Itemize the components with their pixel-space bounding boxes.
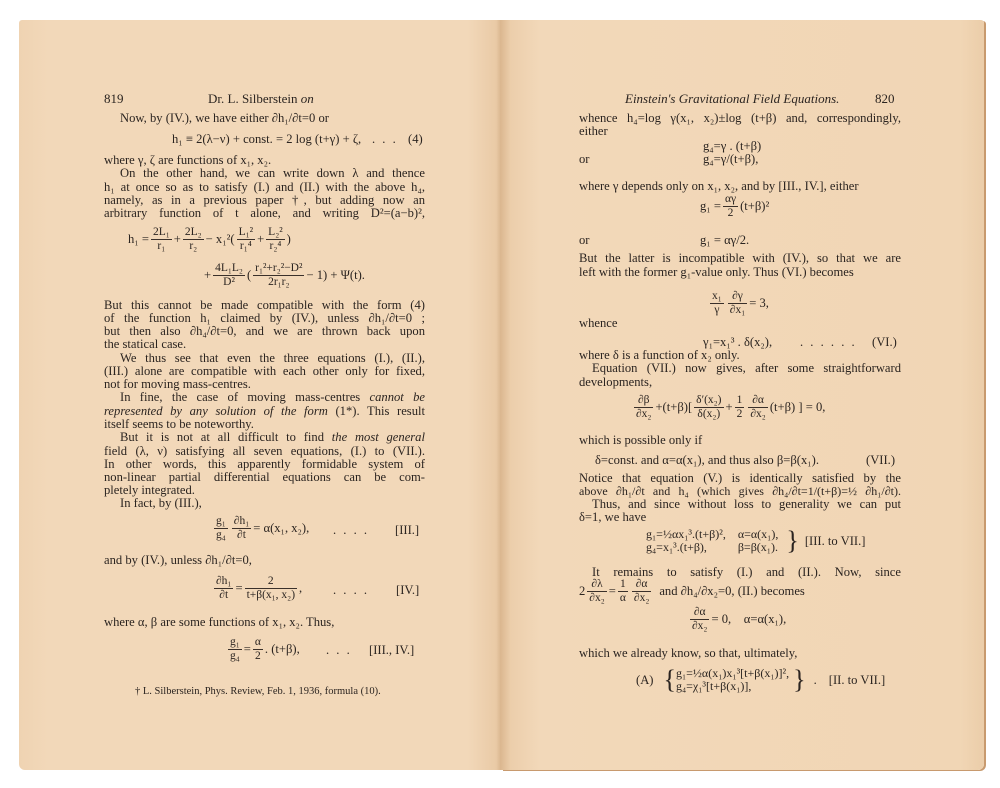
equation-III <box>212 515 309 542</box>
running-head-author: Dr. L. Silberstein <box>208 91 298 106</box>
eq-text: = <box>235 581 243 595</box>
denominator: 2 <box>255 650 261 662</box>
text-line: In fact, by (III.), <box>120 496 202 510</box>
fraction <box>237 226 255 253</box>
numerator: 1 <box>618 578 628 592</box>
denominator: ∂x₂ <box>589 592 605 604</box>
eq-text: ) <box>286 232 291 246</box>
system-rows <box>676 667 789 693</box>
denominator: 2 <box>727 207 734 219</box>
fraction <box>587 578 606 605</box>
equation-alpha <box>688 606 786 633</box>
equation-lambda <box>579 578 805 605</box>
text-line: but then also ∂h₄/∂t=0, and we are thrown back upon <box>104 324 425 338</box>
denominator: r₂⁴ <box>269 240 282 252</box>
leader-dots: . . . . <box>333 523 370 537</box>
numerator: δ′(x₂) <box>696 394 722 406</box>
equation-g4-b: g₄=γ/(t+β), <box>703 152 759 166</box>
equation-tag: [II. to VII.] <box>828 672 886 687</box>
text-line: δ=1, we have <box>579 510 647 524</box>
equation-tag: [III.] <box>395 523 420 537</box>
numerator: ∂β <box>634 394 653 408</box>
denominator: 2 <box>736 408 743 420</box>
fraction <box>151 226 172 253</box>
eq-text: g₁ = <box>700 199 721 213</box>
eq-text: h₁ = <box>128 232 149 246</box>
text-line: where α, β are some functions of x₁, x₂. Thus, <box>104 615 335 629</box>
equation-VII: δ=const. and α=α(x₁), and thus also β=β(x₁). <box>595 453 819 467</box>
footnote: † L. Silberstein, Phys. Review, Feb. 1, 1936, formula (10). <box>135 686 381 697</box>
right-brace-icon: } <box>786 526 799 555</box>
running-head-right: Einstein's Gravitational Field Equations. <box>625 91 840 106</box>
denominator: ∂x₁ <box>729 304 746 316</box>
fraction <box>710 290 724 317</box>
fraction <box>618 578 628 605</box>
text-line <box>120 430 425 444</box>
numerator: ∂α <box>748 394 767 408</box>
equation-tag: (VI.) <box>872 335 897 349</box>
leader-dots: . . . <box>326 643 352 657</box>
equation-system-III-VII <box>646 528 865 554</box>
denominator: 2r₁r₂ <box>268 276 290 288</box>
eq-text: g₁=½α(x₁)x₁³[t+β(x₁)]², <box>675 666 790 680</box>
fraction <box>266 226 284 253</box>
text-line: But the latter is incompatible with (IV.), so that we are <box>579 251 901 265</box>
numerator: g₁ <box>216 515 226 527</box>
text-line: whence <box>579 316 618 330</box>
eq-text: − x₁²( <box>205 232 235 246</box>
text-line: We thus see that even the three equations (I.), (II.), <box>120 351 425 365</box>
equation-tag: [III. to VII.] <box>804 533 866 548</box>
denominator: ∂t <box>219 589 229 601</box>
emphasis: represented by any solution of the form <box>104 404 328 418</box>
equation-tag: (4) <box>408 132 423 146</box>
numerator: ∂γ <box>728 290 747 304</box>
leader-dots: . . . <box>372 132 398 146</box>
numerator: α <box>254 636 261 648</box>
eq-text: ( <box>246 268 252 282</box>
text: In fine, the case of moving mass-centres <box>120 390 361 404</box>
emphasis: the most general <box>331 430 425 444</box>
text-line: where γ, ζ are functions of x₁, x₂. <box>104 153 272 167</box>
numerator: x₁ <box>712 290 722 302</box>
system-right-column <box>738 528 779 554</box>
text-line: the statical case. <box>104 337 187 351</box>
denominator: r₁⁴ <box>239 240 252 252</box>
numerator: 2 <box>245 575 297 589</box>
text-line: left with the former g₁-value only. Thus (VI.) becomes <box>579 265 854 279</box>
text-line: arbitrary function of t alone, and writing D²=(a−b)², <box>104 206 425 220</box>
numerator: 2L₂ <box>184 226 202 238</box>
eq-text: + <box>725 400 733 414</box>
text-line: Now, by (IV.), we have either ∂h₁/∂t=0 or <box>120 111 329 125</box>
denominator: γ <box>714 304 720 316</box>
text-line: h₁ at once so as to satisfy (I.) and (II.) with the above h₄, <box>104 180 425 194</box>
left-brace-icon: { <box>663 665 676 694</box>
denominator: ∂x₂ <box>692 620 708 632</box>
fraction <box>748 394 767 421</box>
equation-h1-line1 <box>128 226 291 253</box>
equation-VI: γ₁=x₁³ . δ(x₂), <box>703 335 773 349</box>
text-line: where γ depends only on x₁, x₂, and by [III., IV.], either <box>579 179 859 193</box>
numerator: 1 <box>736 394 743 406</box>
numerator: L₂² <box>268 226 283 238</box>
text-line: But this cannot be made compatible with the form (4) <box>104 298 425 312</box>
fraction <box>214 575 233 602</box>
text-line: Equation (VII.) now gives, after some straightforward <box>592 361 901 375</box>
fraction <box>183 226 204 253</box>
eq-text: β=β(x₁). <box>737 540 778 554</box>
running-head-on: on <box>300 91 314 106</box>
fraction <box>735 394 745 421</box>
fraction <box>232 515 251 542</box>
numerator: ∂λ <box>587 578 606 592</box>
eq-text: +(t+β)[ <box>655 400 693 414</box>
numerator: ∂h₁ <box>216 575 232 587</box>
emphasis: cannot be <box>369 390 425 404</box>
text: (1*). This result <box>335 404 425 418</box>
text-line: either <box>579 124 608 138</box>
equation-tag: [III., IV.] <box>369 643 415 657</box>
eq-text: and ∂h₄/∂x₂=0, (II.) becomes <box>659 584 805 598</box>
numerator: L₁² <box>238 226 254 238</box>
numerator: 4L₁L₂ <box>215 262 243 274</box>
numerator: αγ <box>724 193 737 205</box>
eq-text: = <box>243 642 251 656</box>
text-line: above ∂h₁/∂t and h₄ (which gives ∂h₄/∂t=1/(t+β)=½ ∂h₁/∂t). <box>579 484 901 498</box>
denominator: ∂t <box>237 529 246 541</box>
text-line: developments, <box>579 375 653 389</box>
eq-text: = α(x₁, x₂), <box>253 521 310 535</box>
numerator: r₁²+r₂²−D² <box>255 262 303 274</box>
numerator: g₁ <box>230 636 240 648</box>
equation-A <box>636 667 885 693</box>
eq-text: g₄=χ₁³[t+β(x₁)], <box>675 679 752 693</box>
denominator: ∂x₂ <box>633 592 650 604</box>
equation-4: h₁ ≡ 2(λ−ν) + const. = 2 log (t+γ) + ζ, <box>172 132 362 146</box>
equation-tag: [IV.] <box>396 583 420 597</box>
text-line: pletely integrated. <box>104 483 195 497</box>
eq-text: . <box>813 672 817 687</box>
text-line: In other words, this apparently formidable system of <box>104 457 425 471</box>
leader-dots: . . . . <box>333 583 370 597</box>
eq-text: g₄=x₁³.(t+β), <box>646 540 707 554</box>
denominator: t+β(x₁, x₂) <box>246 589 296 601</box>
text-line: which we already know, so that, ultimately, <box>579 646 798 660</box>
eq-text: + <box>173 232 181 246</box>
text-line: or <box>579 233 590 247</box>
numerator: ∂α <box>690 606 709 620</box>
fraction <box>228 636 242 663</box>
fraction <box>634 394 653 421</box>
denominator: δ(x₂) <box>697 408 721 420</box>
eq-text: − 1) + Ψ(t). <box>306 268 365 282</box>
text-line: or <box>579 152 590 166</box>
text-line: namely, as in a previous paper †, but adding now an <box>104 193 425 207</box>
eq-text: + <box>204 268 212 282</box>
text-line: whence h₄=log γ(x₁, x₂)±log (t+β) and, correspondingly, <box>579 111 901 125</box>
text-line: of the function h₁ claimed by (IV.), unless ∂h₁/∂t=0 ; <box>104 311 425 325</box>
text-line: which is possible only if <box>579 433 703 447</box>
equation-g1-b: g₁ = αγ/2. <box>700 233 750 247</box>
numerator: ∂α <box>632 578 651 592</box>
fraction <box>245 575 297 602</box>
fraction <box>214 515 228 542</box>
page-number-right: 820 <box>875 91 895 106</box>
fraction <box>694 394 723 421</box>
text-line: non-linear partial differential equations can be com- <box>104 470 425 484</box>
eq-text: = <box>608 584 616 598</box>
system-left-column <box>646 528 726 554</box>
equation-g1-a <box>700 193 769 220</box>
equation-label: (A) <box>636 672 654 687</box>
denominator: D² <box>223 276 235 288</box>
denominator: g₄ <box>216 529 226 541</box>
leader-dots: . . . . . . <box>800 335 857 349</box>
eq-text: . (t+β), <box>264 642 300 656</box>
denominator: ∂x₂ <box>750 408 766 420</box>
running-head-left <box>208 91 314 107</box>
text-line: where δ is a function of x₂ only. <box>579 348 740 362</box>
eq-text: α=α(x₁), <box>737 527 779 541</box>
page-number-left: 819 <box>104 91 124 106</box>
text: But it is not at all difficult to find <box>120 430 324 444</box>
fraction <box>690 606 709 633</box>
eq-text: = 0, α=α(x₁), <box>711 612 787 626</box>
eq-text: 2 <box>579 584 586 598</box>
text-line: Thus, and since without loss to generality we can put <box>592 497 901 511</box>
eq-text: g₁=½αx₁³.(t+β)², <box>646 527 726 541</box>
text-line: field (λ, ν) satisfying all seven equations, (I.) to (VII.). <box>104 444 425 458</box>
denominator: ∂x₂ <box>636 408 652 420</box>
text-line <box>104 404 425 418</box>
fraction <box>213 262 245 289</box>
right-brace-icon: } <box>793 665 806 694</box>
text-line: itself seems to be noteworthy. <box>104 417 254 431</box>
equation-g4-a: g₄=γ . (t+β) <box>703 139 762 153</box>
denominator: g₄ <box>230 650 240 662</box>
numerator: 2L₁ <box>152 226 170 238</box>
equation-VII-development <box>632 394 825 421</box>
fraction <box>728 290 747 317</box>
numerator: ∂h₁ <box>233 515 250 527</box>
text-line: (III.) alone are compatible with each other only for fixed, <box>104 364 425 378</box>
denominator: r₂ <box>189 240 198 252</box>
fraction <box>723 193 738 220</box>
denominator: r₁ <box>157 240 166 252</box>
eq-text: , <box>299 581 303 595</box>
text-line: On the other hand, we can write down λ and thence <box>120 166 425 180</box>
equation-IV <box>212 575 302 602</box>
eq-text: (t+β)² <box>740 199 770 213</box>
fraction <box>253 262 304 289</box>
fraction <box>632 578 651 605</box>
text-line: Notice that equation (V.) is identically satisfied by the <box>579 471 901 485</box>
text-line: It remains to satisfy (I.) and (II.). Now, since <box>592 565 901 579</box>
text-line: not for moving mass-centres. <box>104 377 251 391</box>
denominator: α <box>619 592 626 604</box>
eq-text: (t+β) ] = 0, <box>769 400 826 414</box>
text-line <box>120 390 425 404</box>
eq-text: = 3, <box>749 296 769 310</box>
equation-h1-line2 <box>204 262 365 289</box>
equation-tag: (VII.) <box>866 453 896 467</box>
text-line: and by (IV.), unless ∂h₁/∂t=0, <box>104 553 252 567</box>
equation-III-IV <box>226 636 300 663</box>
eq-text: + <box>257 232 265 246</box>
fraction <box>253 636 263 663</box>
equation-x-gamma <box>708 290 769 317</box>
